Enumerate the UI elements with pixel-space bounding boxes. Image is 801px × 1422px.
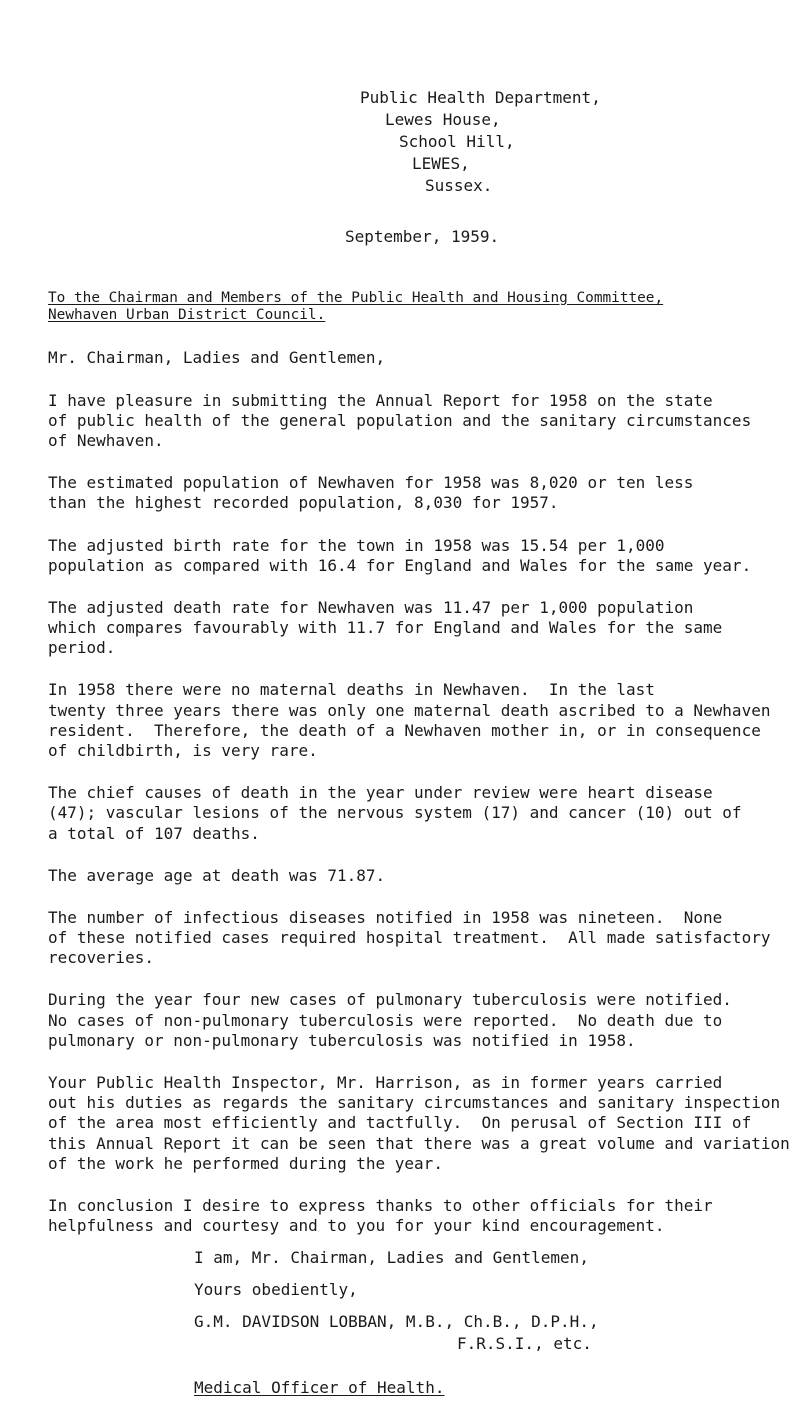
paragraph-line: of childbirth, is very rare. <box>48 741 318 760</box>
addressee-line: Newhaven Urban District Council. <box>48 307 326 324</box>
paragraph-line: than the highest recorded population, 8,030 for 1957. <box>48 493 559 513</box>
paragraph-line: I have pleasure in submitting the Annual Report for 1958 on the state <box>48 390 713 410</box>
paragraph-line: out his duties as regards the sanitary circumstances and sanitary inspection <box>48 1093 781 1113</box>
paragraph-line: of public health of the general population and the sanitary circumstances <box>48 410 752 430</box>
paragraph-line: (47); vascular lesions of the nervous system (17) and cancer (10) out of <box>48 803 742 823</box>
paragraph-line: twenty three years there was only one maternal death ascribed to a Newhaven <box>48 700 771 720</box>
paragraph-line: resident. Therefore, the death of a Newhaven mother in, or in consequence <box>48 720 761 740</box>
letter-date: September, 1959. <box>345 226 500 246</box>
signature-name: G.M. DAVIDSON LOBBAN, M.B., Ch.B., D.P.H., <box>194 1312 599 1331</box>
addressee-line: To the Chairman and Members of the Public Health and Housing Committee, <box>48 289 664 306</box>
paragraph-line: of the area most efficiently and tactfully. On perusal of Section III of <box>48 1113 752 1133</box>
address-line: School Hill, <box>399 132 515 151</box>
paragraph-line: recoveries. <box>48 948 154 968</box>
paragraph-line: pulmonary or non-pulmonary tuberculosis was notified in 1958. <box>48 1030 636 1050</box>
address-line: LEWES, <box>412 154 470 173</box>
paragraph-line: The estimated population of Newhaven for 1958 was 8,020 or ten less <box>48 473 694 493</box>
signature-title: Medical Officer of Health. <box>194 1378 445 1397</box>
salutation: Mr. Chairman, Ladies and Gentlemen, <box>48 348 386 368</box>
address-line: Sussex. <box>425 176 493 195</box>
paragraph-line: In conclusion I desire to express thanks to other officials for their <box>48 1195 713 1215</box>
paragraph-line: The average age at death was 71.87. <box>48 865 386 885</box>
paragraph-line: a total of 107 deaths. <box>48 823 260 843</box>
paragraph-line: The number of infectious diseases notified in 1958 was nineteen. None <box>48 907 723 927</box>
signature-qualifications: F.R.S.I., etc. <box>457 1334 592 1353</box>
paragraph-line: this Annual Report it can be seen that there was a great volume and variation <box>48 1133 790 1153</box>
address-line: Lewes House, <box>385 110 501 129</box>
paragraph-line: The adjusted death rate for Newhaven was 11.47 per 1,000 population <box>48 597 694 617</box>
paragraph-line: which compares favourably with 11.7 for England and Wales for the same <box>48 618 723 638</box>
paragraph-line: In 1958 there were no maternal deaths in Newhaven. In the last <box>48 680 655 700</box>
paragraph-line: The adjusted birth rate for the town in 1958 was 15.54 per 1,000 <box>48 535 665 555</box>
paragraph-line: helpfulness and courtesy and to you for your kind encouragement. <box>48 1216 665 1235</box>
closing-line: Yours obediently, <box>194 1280 358 1299</box>
paragraph-line: The chief causes of death in the year under review were heart disease <box>48 783 713 803</box>
paragraph-line: Your Public Health Inspector, Mr. Harrison, as in former years carried <box>48 1072 723 1092</box>
paragraph-line: No cases of non-pulmonary tuberculosis were reported. No death due to <box>48 1010 723 1030</box>
closing-line: I am, Mr. Chairman, Ladies and Gentlemen, <box>194 1248 589 1267</box>
paragraph-line: of these notified cases required hospital treatment. All made satisfactory <box>48 928 771 947</box>
paragraph-line: period. <box>48 638 116 658</box>
paragraph-line: of the work he performed during the year. <box>48 1153 443 1173</box>
paragraph-line: During the year four new cases of pulmonary tuberculosis were notified. <box>48 990 732 1010</box>
paragraph-line: population as compared with 16.4 for England and Wales for the same year. <box>48 555 752 575</box>
address-line: Public Health Department, <box>360 88 601 107</box>
paragraph-line: of Newhaven. <box>48 431 164 450</box>
